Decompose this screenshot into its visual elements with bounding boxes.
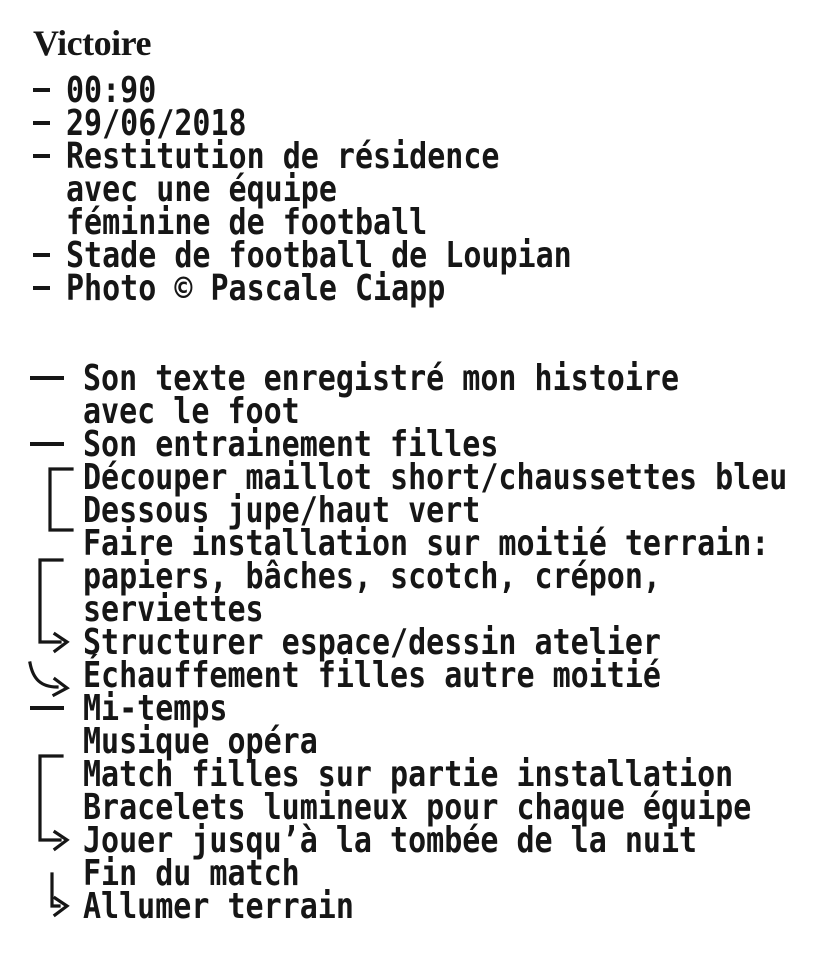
intro-item-text: 00:90 bbox=[66, 70, 157, 111]
intro-item-text: féminine de football bbox=[66, 202, 428, 243]
intro-item-text: Restitution de résidence bbox=[66, 136, 500, 177]
intro-item bbox=[33, 268, 815, 309]
schedule-item-text: Son texte enregistré mon histoire bbox=[83, 358, 680, 399]
schedule-item-text: Dessous jupe/haut vert bbox=[83, 490, 481, 531]
page-title: Victoire bbox=[33, 23, 151, 63]
schedule-item-text: avec le foot bbox=[83, 391, 300, 432]
schedule-item-text: Mi-temps bbox=[83, 688, 228, 729]
schedule-item-text: Faire installation sur moitié terrain: bbox=[83, 523, 770, 564]
schedule-item-text: Jouer jusqu’à la tombée de la nuit bbox=[83, 820, 698, 861]
schedule-item-text: Structurer espace/dessin atelier bbox=[83, 622, 661, 663]
intro-item-text: 29/06/2018 bbox=[66, 103, 247, 144]
schedule-item-text: Découper maillot short/chaussettes bleu bbox=[83, 457, 788, 498]
schedule-item-text: Allumer terrain bbox=[83, 886, 354, 927]
schedule-item-text: papiers, bâches, scotch, crépon, bbox=[83, 556, 661, 597]
schedule-item-text: Échauffement filles autre moitié bbox=[83, 655, 661, 696]
schedule-item-text: Musique opéra bbox=[83, 721, 318, 762]
intro-item-text: avec une équipe bbox=[66, 169, 337, 210]
schedule-item-text: Bracelets lumineux pour chaque équipe bbox=[83, 787, 752, 828]
intro-item-text: Photo © Pascale Ciapp bbox=[66, 268, 446, 309]
schedule-item-text: serviettes bbox=[83, 589, 264, 630]
schedule-item bbox=[30, 886, 815, 927]
schedule-item-text: Fin du match bbox=[83, 853, 300, 894]
intro-item-text: Stade de football de Loupian bbox=[66, 235, 572, 276]
schedule-item-text: Son entrainement filles bbox=[83, 424, 499, 465]
schedule-item-text: Match filles sur partie installation bbox=[83, 754, 734, 795]
